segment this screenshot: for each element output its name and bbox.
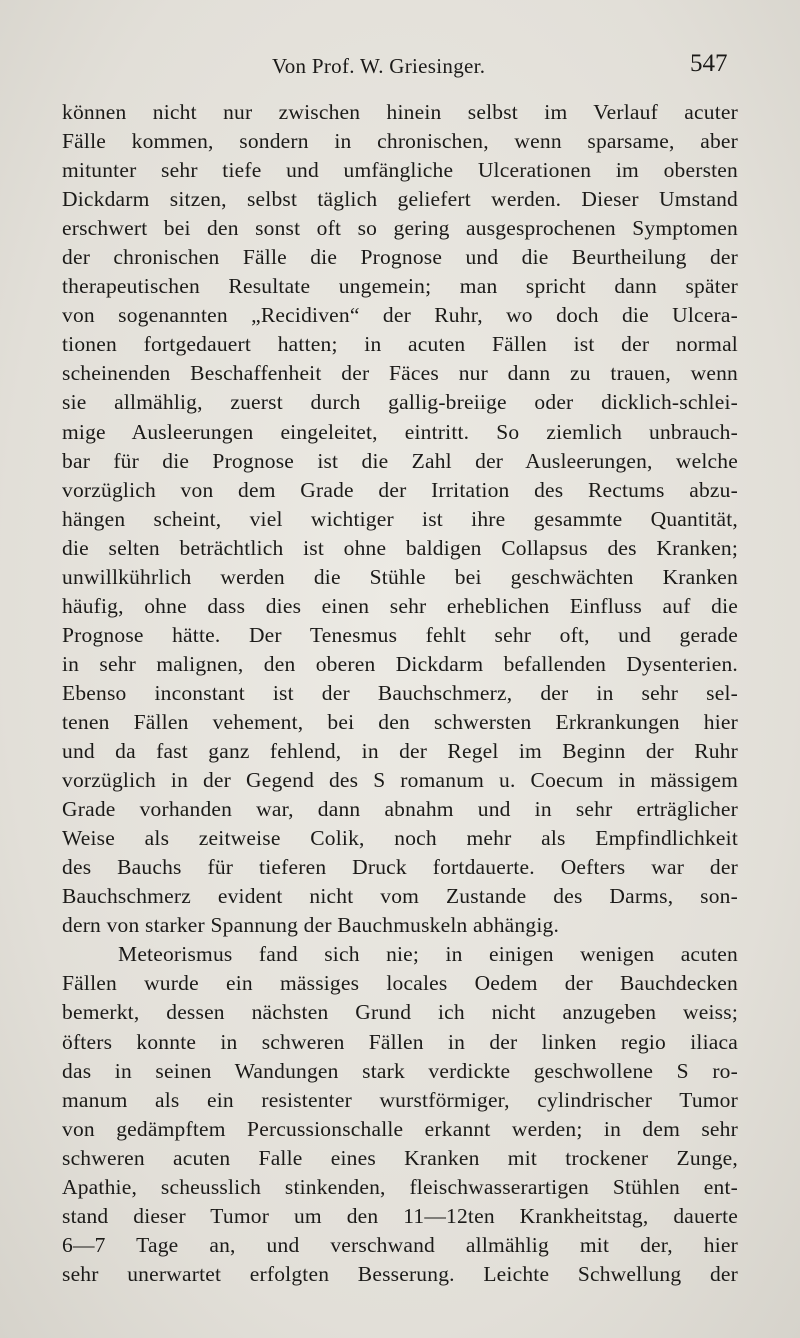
text-line: und da fast ganz fehlend, in der Regel im Beginn der Ruhr [62,739,738,764]
text-line: sie allmählig, zuerst durch gallig-breiige oder dicklich-schlei- [62,390,738,415]
text-line: manum als ein resistenter wurstförmiger, cylindrischer Tumor [62,1087,738,1112]
running-head-title: Von Prof. W. Griesinger. [272,54,486,78]
running-head [0,50,800,84]
text-line: stand dieser Tumor um den 11—12ten Krankheitstag, dauerte [62,1203,738,1228]
text-line: tionen fortgedauert hatten; in acuten Fällen ist der normal [62,332,738,357]
text-line: der chronischen Fälle die Prognose und die Beurtheilung der [62,245,738,270]
text-line: in sehr malignen, den oberen Dickdarm befallenden Dysenterien. [62,651,738,676]
text-line: erschwert bei den sonst oft so gering ausgesprochenen Symptomen [62,216,738,241]
text-line: Dickdarm sitzen, selbst täglich geliefert werden. Dieser Umstand [62,187,738,212]
text-line: mige Ausleerungen eingeleitet, eintritt. So ziemlich unbrauch- [62,419,738,444]
text-line: Weise als zeitweise Colik, noch mehr als Empfindlichkeit [62,826,738,851]
text-line: schweren acuten Falle eines Kranken mit trockener Zunge, [62,1145,738,1170]
text-line: öfters konnte in schweren Fällen in der linken regio iliaca [62,1029,738,1054]
text-line: hängen scheint, viel wichtiger ist ihre gesammte Quantität, [62,506,738,531]
text-line: Fällen wurde ein mässiges locales Oedem der Bauchdecken [62,971,738,996]
text-line: bemerkt, dessen nächsten Grund ich nicht anzugeben weiss; [62,1000,738,1025]
text-line: von gedämpftem Percussionschalle erkannt werden; in dem sehr [62,1116,738,1141]
text-line: Bauchschmerz evident nicht vom Zustande des Darms, son- [62,884,738,909]
text-line: Apathie, scheusslich stinkenden, fleischwasserartigen Stühlen ent- [62,1174,738,1199]
text-line: 6—7 Tage an, und verschwand allmählig mit der, hier [62,1232,738,1257]
text-line: Grade vorhanden war, dann abnahm und in sehr erträglicher [62,797,738,822]
page-number: 547 [690,50,728,77]
text-line: häufig, ohne dass dies einen sehr erheblichen Einfluss auf die [62,593,738,618]
body-text [62,98,738,1289]
text-line: therapeutischen Resultate ungemein; man spricht dann später [62,274,738,299]
text-line: bar für die Prognose ist die Zahl der Ausleerungen, welche [62,448,738,473]
text-line-paragraph-end: dern von starker Spannung der Bauchmuskeln abhängig. [62,913,560,938]
text-line: können nicht nur zwischen hinein selbst im Verlauf acuter [62,100,738,124]
text-line: von sogenannten „Recidiven“ der Ruhr, wo doch die Ulcera- [62,303,738,328]
text-line: scheinenden Beschaffenheit der Fäces nur dann zu trauen, wenn [62,361,738,386]
text-line: vorzüglich von dem Grade der Irritation des Rectums abzu- [62,477,738,502]
text-line: die selten beträchtlich ist ohne baldigen Collapsus des Kranken; [62,535,738,560]
text-line: Prognose hätte. Der Tenesmus fehlt sehr oft, und gerade [62,622,738,647]
text-line: Fälle kommen, sondern in chronischen, wenn sparsame, aber [62,129,738,154]
text-line: vorzüglich in der Gegend des S romanum u. Coecum in mässigem [62,768,738,793]
text-line: tenen Fällen vehement, bei den schwersten Erkrankungen hier [62,709,738,734]
text-line: mitunter sehr tiefe und umfängliche Ulcerationen im obersten [62,158,738,183]
text-line: des Bauchs für tieferen Druck fortdauerte. Oefters war der [62,855,738,880]
text-line-paragraph-start: Meteorismus fand sich nie; in einigen wenigen acuten [118,942,738,967]
text-line: das in seinen Wandungen stark verdickte geschwollene S ro- [62,1058,738,1083]
text-line: Ebenso inconstant ist der Bauchschmerz, der in sehr sel- [62,680,738,705]
text-line: sehr unerwartet erfolgten Besserung. Leichte Schwellung der [62,1261,738,1286]
text-line: unwillkührlich werden die Stühle bei geschwächten Kranken [62,564,738,589]
